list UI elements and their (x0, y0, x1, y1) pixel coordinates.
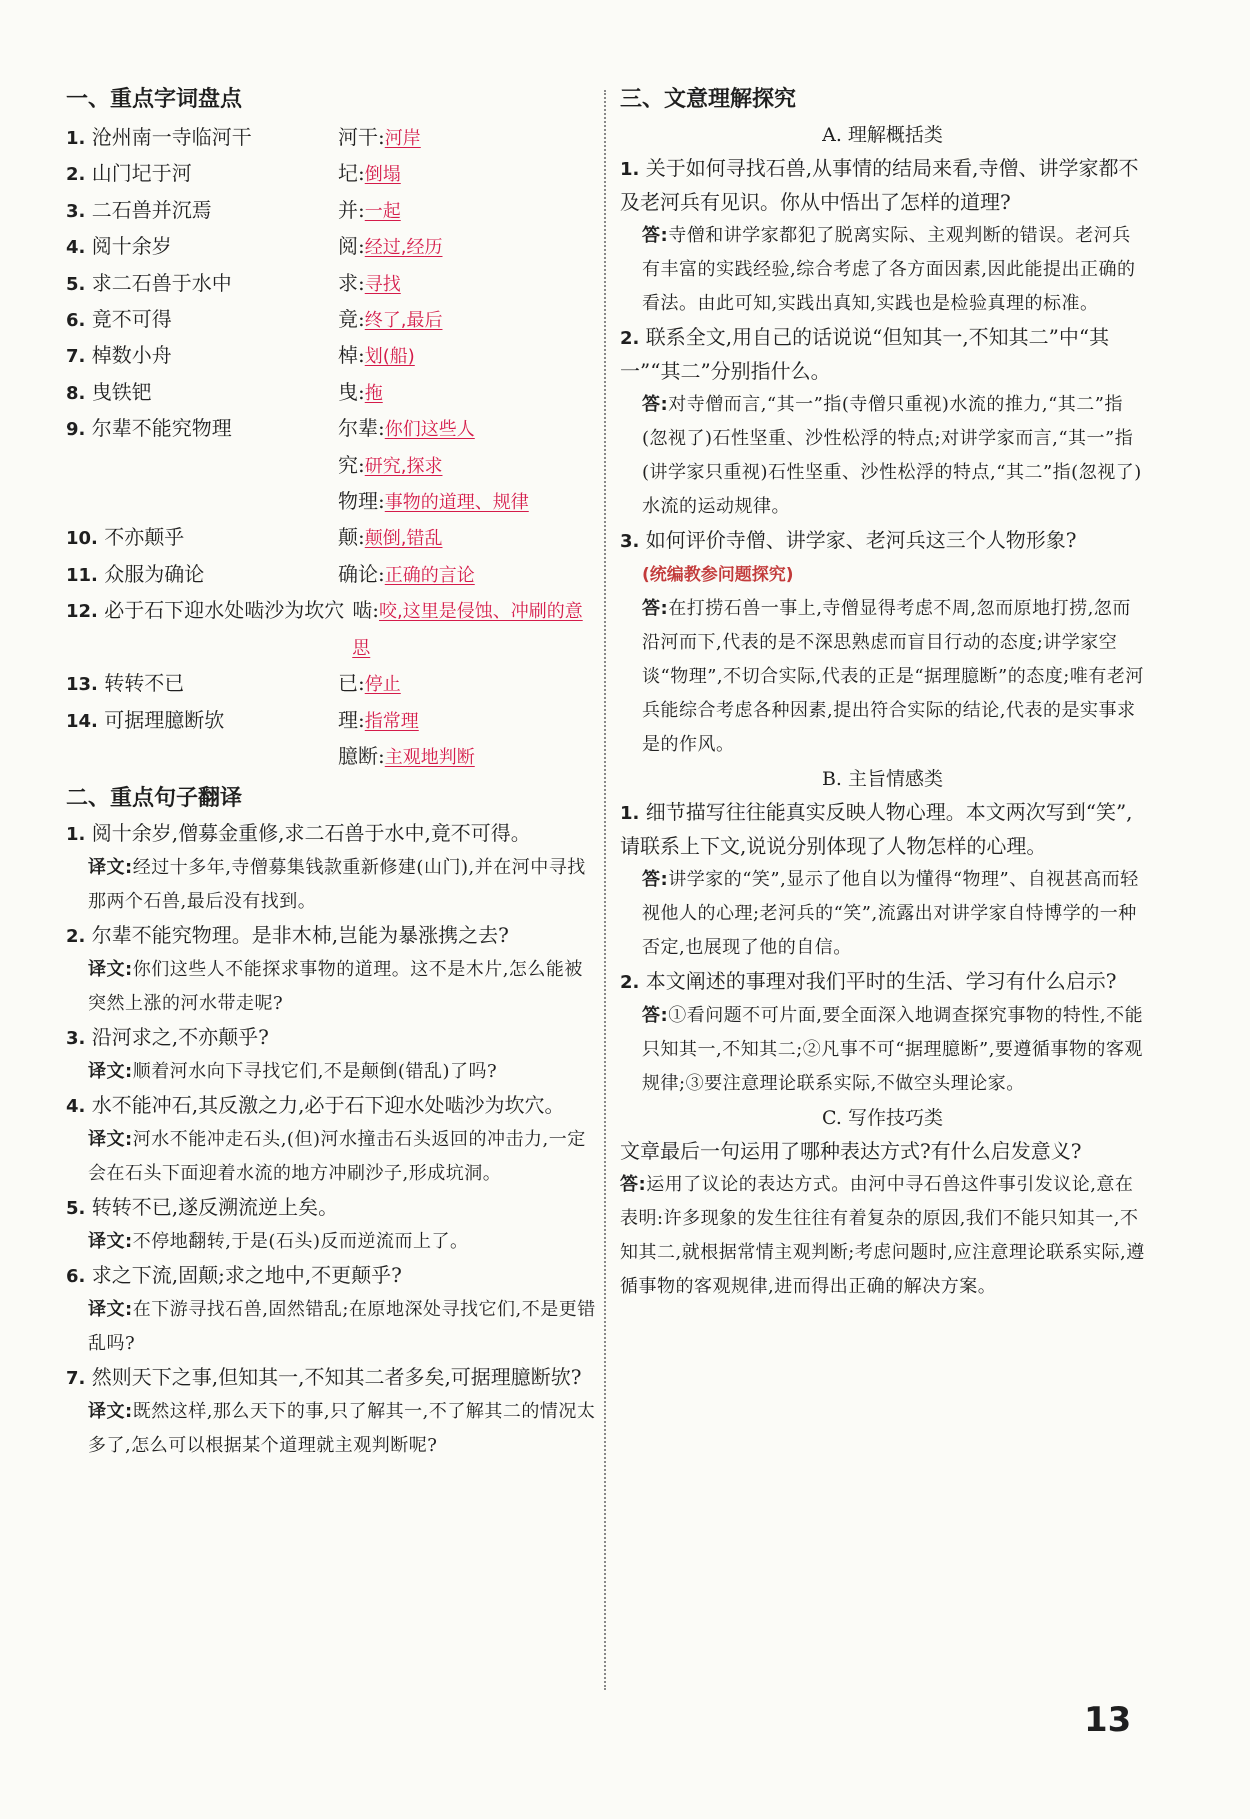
question-item (620, 152, 1145, 321)
vocab-num: 13. (66, 674, 98, 696)
vocab-key: 确论: (338, 561, 385, 586)
translation-label: 译文: (88, 857, 133, 879)
question-item (620, 796, 1145, 965)
vocab-answer: 咬,这里是侵蚀、冲刷的意思 (352, 601, 583, 659)
sentence-text: 阅十余岁,僧募金重修,求二石兽于水中,竟不可得。 (91, 821, 531, 846)
vocab-answer: 倒塌 (364, 164, 401, 186)
vocab-phrase: 转转不已 (104, 671, 185, 696)
translation-item (66, 919, 596, 1021)
question-item (620, 524, 1145, 762)
group-c-title: C. 写作技巧类 (822, 1107, 943, 1129)
left-column (66, 82, 596, 1463)
vocab-num: 7. (66, 346, 86, 368)
answer-text: ①看问题不可片面,要全面深入地调查探究事物的特性,不能只知其一,不知其二;②凡事不可“据理臆断”,要遵循事物的客观规律;③要注意理论联系实际,不做空头理论家。 (642, 1005, 1144, 1094)
sentence-text: 转转不已,遂反溯流逆上矣。 (91, 1195, 339, 1220)
question-text: 如何评价寺僧、讲学家、老河兵这三个人物形象? (645, 528, 1077, 552)
sentence-num: 3. (66, 1028, 86, 1050)
translation-text: 顺着河水向下寻找它们,不是颠倒(错乱)了吗? (132, 1061, 498, 1083)
question-text: 文章最后一句运用了哪种表达方式?有什么启发意义? (620, 1139, 1082, 1163)
answer-text: 在打捞石兽一事上,寺僧显得考虑不周,忽而原地打捞,忽而沿河而下,代表的是不深思熟虑而盲目行动的态度;讲学家空谈“物理”,不切合实际,代表的正是“据理臆断”的态度;唯有老河兵能综合考虑各种因素,提出符合实际的结论,代表的是实事求是的作风。 (642, 598, 1144, 755)
vocab-key: 究: (338, 452, 365, 477)
sentence-num: 6. (66, 1266, 86, 1288)
answer-text: 对寺僧而言,“其一”指(寺僧只重视)水流的推力,“其二”指(忽视了)石性坚重、沙性松浮的特点;对讲学家而言,“其一”指(讲学家只重视)石性坚重、沙性松浮的特点,“其二”指(忽视了)水流的运动规律。 (642, 394, 1142, 517)
vocab-answer: 研究,探求 (364, 455, 443, 477)
vocab-phrase: 沧州南一寺临河干 (91, 125, 252, 149)
answer-text: 运用了议论的表达方式。由河中寻石兽这件事引发议论,意在表明:许多现象的发生往往有着复杂的原因,我们不能只知其一,不知其二,就根据常情主观判断;考虑问题时,应注意理论联系实际,遵循事物的客观规律,进而得出正确的解决方案。 (620, 1174, 1145, 1297)
vocab-answer: 终了,最后 (364, 310, 443, 332)
sentence-text: 沿河求之,不亦颠乎? (91, 1025, 269, 1050)
vocab-phrase: 竟不可得 (91, 307, 172, 332)
vocab-num: 6. (66, 310, 86, 332)
answer-label: 答: (642, 869, 669, 890)
answer-label: 答: (642, 598, 669, 619)
translation-label: 译文: (88, 1061, 133, 1083)
translation-item (66, 1361, 596, 1463)
translation-text: 既然这样,那么天下的事,只了解其一,不了解其二的情况太多了,怎么可以根据某个道理就主观判断呢? (88, 1401, 596, 1457)
vocab-answer: 经过,经历 (364, 237, 443, 259)
vocab-item (66, 266, 596, 302)
vocab-num: 11. (66, 564, 98, 586)
vocab-item (66, 666, 596, 702)
sentence-num: 4. (66, 1096, 86, 1118)
vocab-phrase: 求二石兽于水中 (91, 270, 232, 295)
sentence-num: 7. (66, 1368, 86, 1390)
column-divider (604, 90, 606, 1690)
translation-text: 不停地翻转,于是(石头)反而逆流而上了。 (132, 1231, 469, 1253)
question-text: 本文阐述的事理对我们平时的生活、学习有什么启示? (645, 969, 1117, 993)
vocab-key: 圮: (338, 161, 365, 186)
question-num: 1. (620, 159, 640, 180)
vocab-phrase: 棹数小舟 (91, 343, 172, 368)
vocab-phrase: 不亦颠乎 (104, 525, 185, 550)
vocab-num: 1. (66, 128, 86, 149)
vocab-key: 求: (338, 270, 365, 295)
question-item (620, 1135, 1145, 1304)
vocab-answer: 颠倒,错乱 (364, 528, 443, 550)
question-text: 细节描写往往能真实反映人物心理。本文两次写到“笑”,请联系上下文,说说分别体现了人物怎样的心理。 (620, 800, 1133, 858)
question-text: 关于如何寻找石兽,从事情的结局来看,寺僧、讲学家都不及老河兵有见识。你从中悟出了怎样的道理? (620, 156, 1139, 214)
vocab-num: 8. (66, 382, 86, 404)
vocab-answer: 寻找 (364, 273, 401, 295)
vocab-item (66, 338, 596, 374)
vocab-key: 并: (338, 197, 365, 222)
translation-text: 在下游寻找石兽,固然错乱;在原地深处寻找它们,不是更错乱吗? (88, 1299, 596, 1355)
vocab-item (66, 375, 596, 411)
question-num: 1. (620, 803, 640, 824)
answer-label: 答: (642, 1005, 669, 1026)
translation-text: 你们这些人不能探求事物的道理。这不是木片,怎么能被突然上涨的河水带走呢? (88, 959, 583, 1015)
vocab-answer: 一起 (364, 200, 401, 222)
vocab-phrase: 阅十余岁 (91, 234, 172, 259)
vocab-item (66, 120, 596, 156)
question-item (620, 321, 1145, 524)
vocab-item (66, 557, 596, 593)
translation-label: 译文: (88, 1299, 133, 1321)
vocab-key: 啮: (352, 598, 379, 623)
vocab-item (66, 593, 596, 666)
translation-item (66, 1259, 596, 1361)
translation-label: 译文: (88, 1401, 133, 1423)
page-number: 13 (1084, 1700, 1132, 1740)
right-column (620, 82, 1145, 1304)
vocab-answer: 你们这些人 (384, 419, 475, 441)
vocab-num: 12. (66, 601, 98, 623)
vocab-key: 颠: (338, 525, 365, 550)
vocab-phrase: 可据理臆断欤 (104, 707, 225, 732)
vocab-item (66, 156, 596, 192)
vocab-num: 5. (66, 273, 86, 295)
source-note: (统编教参问题探究) (642, 565, 794, 585)
vocab-phrase: 必于石下迎水处啮沙为坎穴 (104, 598, 345, 623)
vocab-list (66, 120, 596, 775)
translation-list (66, 817, 596, 1463)
vocab-num: 14. (66, 710, 98, 732)
vocab-key: 物理: (338, 489, 385, 514)
vocab-phrase: 山门圮于河 (91, 161, 192, 186)
vocab-num: 2. (66, 164, 86, 186)
vocab-answer: 指常理 (364, 710, 419, 732)
vocab-key: 棹: (338, 343, 365, 368)
translation-text: 河水不能冲走石头,(但)河水撞击石头返回的冲击力,一定会在石头下面迎着水流的地方冲刷沙子,形成坑洞。 (88, 1129, 586, 1185)
vocab-key: 曳: (338, 379, 365, 404)
vocab-num: 9. (66, 419, 86, 441)
translation-item (66, 1191, 596, 1259)
answer-label: 答: (642, 394, 669, 415)
answer-label: 答: (642, 225, 669, 246)
vocab-answer: 停止 (364, 674, 401, 696)
sentence-num: 5. (66, 1198, 86, 1220)
sentence-text: 然则天下之事,但知其一,不知其二者多矣,可据理臆断欤? (91, 1365, 582, 1390)
vocab-key: 阅: (338, 234, 365, 259)
translation-item (66, 1021, 596, 1089)
vocab-key: 已: (338, 671, 365, 696)
vocab-key: 竟: (338, 307, 365, 332)
vocab-answer: 划(船) (364, 346, 415, 368)
vocab-key: 臆断: (338, 743, 385, 768)
sentence-text: 水不能冲石,其反激之力,必于石下迎水处啮沙为坎穴。 (91, 1093, 565, 1118)
question-num: 2. (620, 328, 640, 349)
answer-label: 答: (620, 1174, 647, 1195)
question-num: 3. (620, 531, 640, 552)
vocab-answer: 河岸 (384, 128, 421, 149)
sentence-num: 1. (66, 824, 86, 846)
vocab-item (66, 302, 596, 338)
translation-label: 译文: (88, 1129, 133, 1151)
vocab-num: 4. (66, 237, 86, 259)
translation-item (66, 817, 596, 919)
vocab-item (66, 703, 596, 776)
vocab-answer: 事物的道理、规律 (384, 492, 529, 514)
sentence-text: 尔辈不能究物理。是非木杮,岂能为暴涨携之去? (91, 923, 509, 948)
vocab-item (66, 520, 596, 556)
vocab-phrase: 曳铁钯 (91, 379, 152, 404)
question-num: 2. (620, 972, 640, 993)
vocab-item (66, 229, 596, 265)
section1-title: 一、重点字词盘点 (66, 87, 243, 112)
vocab-answer: 主观地判断 (384, 746, 475, 768)
sentence-num: 2. (66, 926, 86, 948)
vocab-phrase: 尔辈不能究物理 (91, 416, 232, 441)
vocab-answer: 拖 (364, 382, 383, 404)
answer-text: 讲学家的“笑”,显示了他自以为懂得“物理”、自视甚高而轻视他人的心理;老河兵的“笑”,流露出对讲学家自恃博学的一种否定,也展现了他的自信。 (642, 869, 1139, 958)
answer-text: 寺僧和讲学家都犯了脱离实际、主观判断的错误。老河兵有丰富的实践经验,综合考虑了各方面因素,因此能提出正确的看法。由此可知,实践出真知,实践也是检验真理的标准。 (642, 225, 1136, 314)
group-a-title: A. 理解概括类 (822, 124, 943, 146)
translation-item (66, 1089, 596, 1191)
section2-title: 二、重点句子翻译 (66, 786, 243, 812)
translation-label: 译文: (88, 1231, 133, 1253)
question-text: 联系全文,用自己的话说说“但知其一,不知其二”中“其一”“其二”分别指什么。 (620, 325, 1110, 383)
translation-label: 译文: (88, 959, 133, 981)
vocab-answer: 正确的言论 (384, 564, 475, 586)
vocab-num: 3. (66, 200, 86, 222)
vocab-key: 河干: (338, 125, 385, 149)
vocab-key: 尔辈: (338, 416, 385, 441)
section3-title: 三、文意理解探究 (620, 87, 797, 112)
vocab-num: 10. (66, 528, 98, 550)
vocab-key: 理: (338, 707, 365, 732)
question-item (620, 965, 1145, 1101)
sentence-text: 求之下流,固颠;求之地中,不更颠乎? (91, 1263, 402, 1288)
vocab-phrase: 众服为确论 (104, 561, 205, 586)
group-b-title: B. 主旨情感类 (821, 768, 944, 790)
vocab-phrase: 二石兽并沉焉 (91, 197, 212, 222)
translation-text: 经过十多年,寺僧募集钱款重新修建(山门),并在河中寻找那两个石兽,最后没有找到。 (88, 857, 586, 913)
vocab-item (66, 193, 596, 229)
vocab-item (66, 411, 596, 520)
